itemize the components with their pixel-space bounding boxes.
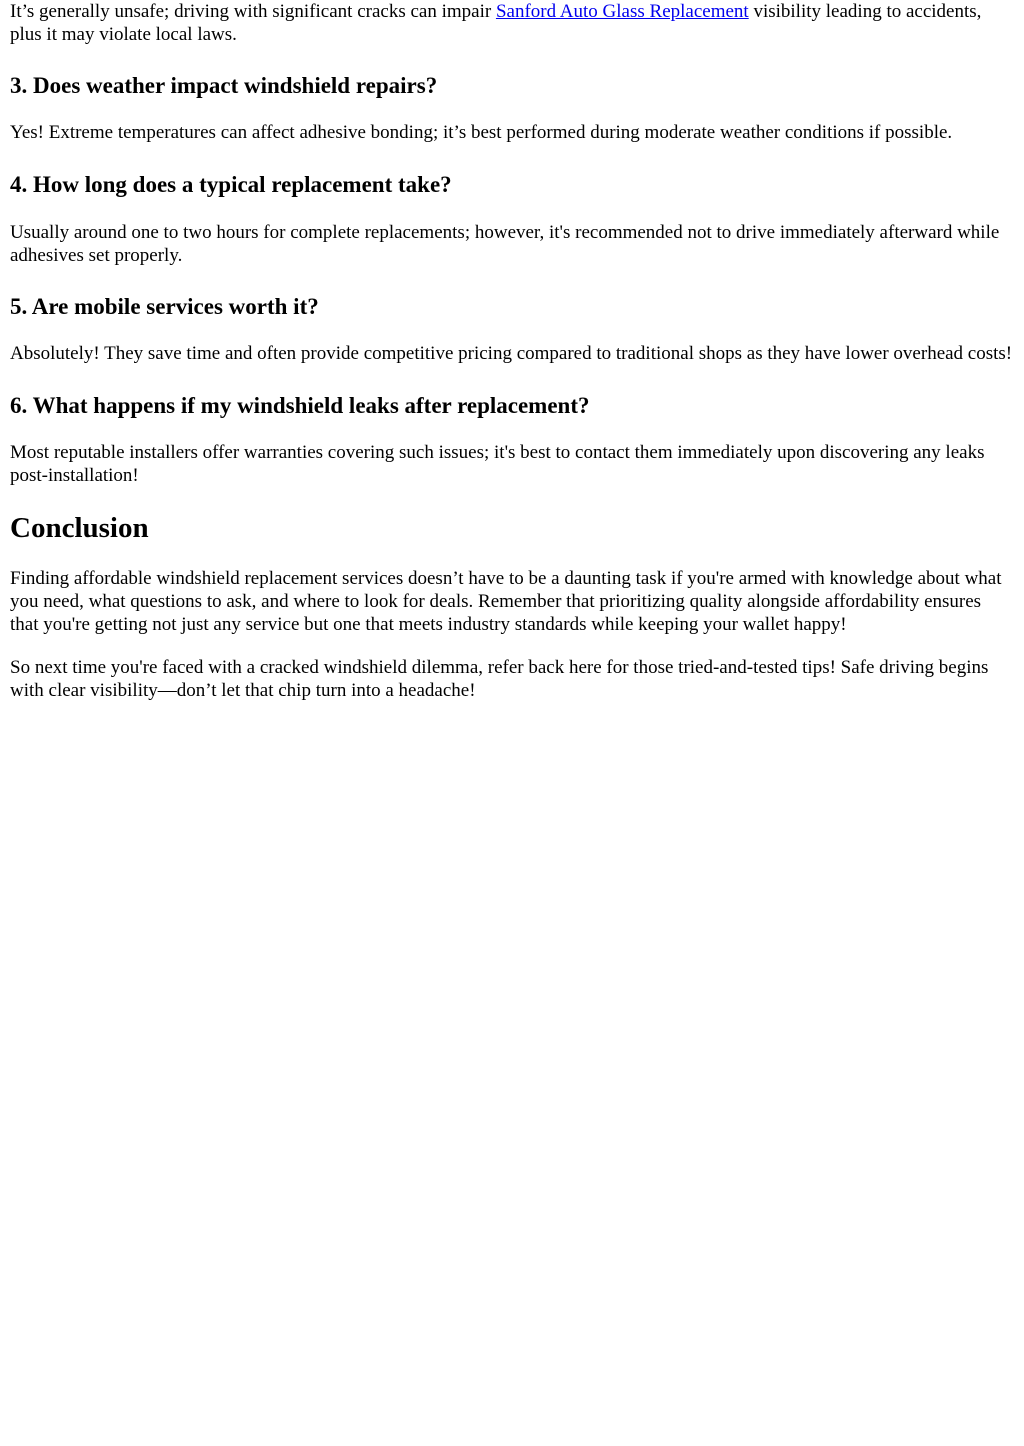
article-body xyxy=(0,0,1024,702)
conclusion-paragraph-1: Finding affordable windshield replacement services doesn’t have to be a daunting task if you're armed with knowledge about what you need, what questions to ask, and where to look for deals. Remember that prioritizing quality alongside affordability ensures that you're getting not just any service but one that meets industry standards while keeping your wallet happy! xyxy=(10,568,1002,635)
conclusion-heading: Conclusion xyxy=(10,512,149,544)
faq-answer-5: Absolutely! They save time and often provide competitive pricing compared to traditional shops as they have lower overhead costs! xyxy=(10,343,1013,364)
conclusion-paragraph-2: So next time you're faced with a cracked windshield dilemma, refer back here for those tried-and-tested tips! Safe driving begins with clear visibility—don’t let that chip turn into a headache! xyxy=(10,657,989,701)
sanford-auto-glass-link[interactable]: Sanford Auto Glass Replacement xyxy=(495,1,749,22)
faq-answer-4: Usually around one to two hours for complete replacements; however, it's recommended not to drive immediately afterward while adhesives set properly. xyxy=(10,222,1000,266)
faq-answer-2-text-before: It’s generally unsafe; driving with significant cracks can impair xyxy=(10,1,496,22)
faq-answer-6: Most reputable installers offer warranties covering such issues; it's best to contact them immediately upon discovering any leaks post-installation! xyxy=(10,442,985,486)
faq-question-4: 4. How long does a typical replacement take? xyxy=(10,172,452,197)
faq-question-3: 3. Does weather impact windshield repairs? xyxy=(10,73,438,98)
faq-question-5: 5. Are mobile services worth it? xyxy=(10,294,319,319)
faq-answer-2-text-after: visibility leading to accidents, plus it may violate local laws. xyxy=(10,1,982,45)
faq-question-6: 6. What happens if my windshield leaks after replacement? xyxy=(10,393,590,418)
faq-answer-2 xyxy=(10,0,1014,46)
faq-answer-3: Yes! Extreme temperatures can affect adhesive bonding; it’s best performed during moderate weather conditions if possible. xyxy=(10,122,953,143)
